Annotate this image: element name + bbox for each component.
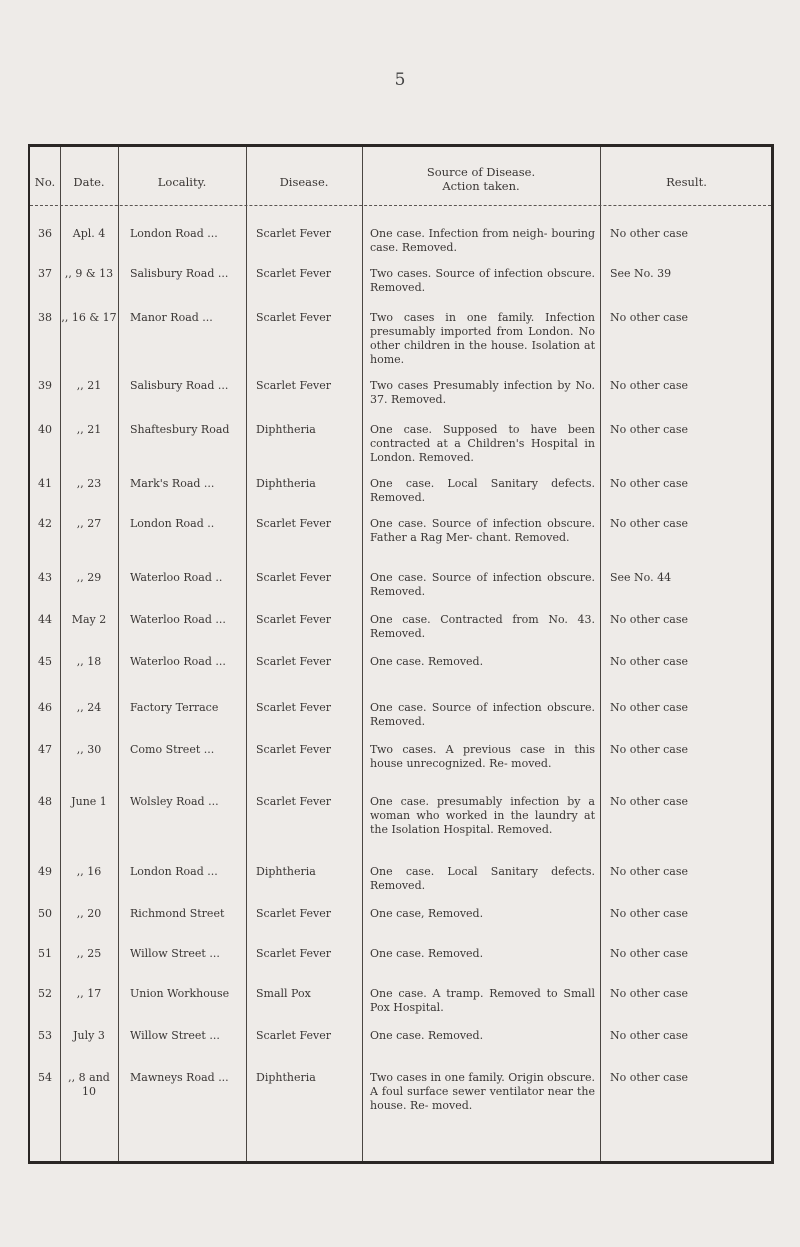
cell-disease: Scarlet Fever <box>256 227 331 240</box>
cell-disease: Scarlet Fever <box>256 1029 331 1042</box>
cell-locality: Como Street ... <box>130 743 215 756</box>
cell-no: 45 <box>38 655 52 668</box>
cell-source: One case. Contracted from No. 43. Removed. <box>370 613 595 640</box>
cell-locality: Mark's Road ... <box>130 477 215 490</box>
cell-no: 36 <box>38 227 52 240</box>
header-locality: Locality. <box>157 175 207 189</box>
cell-locality: London Road .. <box>130 517 215 530</box>
cell-no: 48 <box>38 795 52 808</box>
cell-disease: Scarlet Fever <box>256 795 331 808</box>
cell-locality: Salisbury Road ... <box>130 267 229 280</box>
cell-locality: Union Workhouse <box>130 987 230 1000</box>
cell-date: ,, 23 <box>76 477 102 490</box>
cell-result: See No. 39 <box>610 267 672 280</box>
cell-disease: Scarlet Fever <box>256 379 331 392</box>
cell-date: ,, 30 <box>76 743 102 756</box>
cell-date: ,, 21 <box>76 379 102 392</box>
cell-date: May 2 <box>71 613 107 626</box>
cell-locality: London Road ... <box>130 227 218 240</box>
cell-no: 46 <box>38 701 52 714</box>
header-result: Result. <box>666 175 707 189</box>
cell-disease: Scarlet Fever <box>256 701 331 714</box>
cell-disease: Scarlet Fever <box>256 613 331 626</box>
cell-result: No other case <box>610 517 689 530</box>
cell-result: No other case <box>610 907 689 920</box>
cell-no: 44 <box>38 613 52 626</box>
cell-disease: Diphtheria <box>256 423 316 436</box>
cell-result: No other case <box>610 655 689 668</box>
cell-result: No other case <box>610 227 689 240</box>
cell-source: One case. Removed. <box>370 1029 484 1042</box>
cell-date: ,, 16 & 17 <box>61 311 117 324</box>
header-date: Date. <box>73 175 105 189</box>
cell-source: Two cases in one family. Infection presumably imported from London. No other children in the house. Isolation at home. <box>370 311 595 366</box>
cell-locality: Manor Road ... <box>130 311 213 324</box>
cell-date: ,, 21 <box>76 423 102 436</box>
header-no: No. <box>34 175 56 189</box>
header-source-line2: Action taken. <box>442 179 520 193</box>
cell-locality: Willow Street ... <box>130 947 220 960</box>
header-source <box>362 165 600 193</box>
cell-date: ,, 16 <box>76 865 102 878</box>
cell-disease: Scarlet Fever <box>256 571 331 584</box>
cell-disease: Scarlet Fever <box>256 907 331 920</box>
cell-result: No other case <box>610 947 689 960</box>
page-number: 5 <box>394 70 406 90</box>
cell-no: 42 <box>38 517 52 530</box>
cell-result: No other case <box>610 987 689 1000</box>
cell-source: One case. presumably infection by a woman who worked in the laundry at the Isolation Hospital. Removed. <box>370 795 595 836</box>
cell-no: 41 <box>38 477 52 490</box>
cell-date: ,, 27 <box>76 517 102 530</box>
cell-no: 39 <box>38 379 52 392</box>
cell-date: Apl. 4 <box>72 227 106 240</box>
cell-source: One case. Removed. <box>370 655 484 668</box>
cell-disease: Scarlet Fever <box>256 655 331 668</box>
cell-result: No other case <box>610 311 689 324</box>
column-rule <box>600 147 601 1161</box>
cell-no: 54 <box>38 1071 52 1084</box>
cell-source: One case. Source of infection obscure. Father a Rag Mer- chant. Removed. <box>370 517 595 544</box>
cell-locality: Salisbury Road ... <box>130 379 229 392</box>
cell-no: 38 <box>38 311 52 324</box>
cell-disease: Small Pox <box>256 987 311 1000</box>
cell-source: One case. Local Sanitary defects. Removed. <box>370 865 595 892</box>
cell-result: No other case <box>610 477 689 490</box>
cell-source: One case. Source of infection obscure. Removed. <box>370 571 595 598</box>
header-rule <box>30 205 771 206</box>
cell-no: 47 <box>38 743 52 756</box>
cell-no: 43 <box>38 571 52 584</box>
cell-no: 52 <box>38 987 52 1000</box>
cell-result: See No. 44 <box>610 571 672 584</box>
cell-no: 49 <box>38 865 52 878</box>
cell-locality: Shaftesbury Road <box>130 423 230 436</box>
cell-locality: Factory Terrace <box>130 701 219 714</box>
cell-result: No other case <box>610 865 689 878</box>
cell-locality: Waterloo Road ... <box>130 613 226 626</box>
cell-date: ,, 25 <box>76 947 102 960</box>
column-rule <box>246 147 247 1161</box>
cell-date: ,, 9 & 13 <box>64 267 114 280</box>
cell-source: Two cases. Source of infection obscure. Removed. <box>370 267 595 294</box>
cell-result: No other case <box>610 423 689 436</box>
cell-source: One case. Supposed to have been contracted at a Children's Hospital in London. Removed. <box>370 423 595 464</box>
column-rule <box>362 147 363 1161</box>
header-source-line1: Source of Disease. <box>426 165 536 179</box>
cell-date: ,, 17 <box>76 987 102 1000</box>
cell-locality: Willow Street ... <box>130 1029 220 1042</box>
cell-result: No other case <box>610 379 689 392</box>
cell-result: No other case <box>610 1029 689 1042</box>
cell-no: 51 <box>38 947 52 960</box>
cell-date: ,, 29 <box>76 571 102 584</box>
cell-result: No other case <box>610 743 689 756</box>
cell-disease: Diphtheria <box>256 1071 316 1084</box>
cell-disease: Scarlet Fever <box>256 743 331 756</box>
disease-table <box>28 144 774 1164</box>
cell-no: 37 <box>38 267 52 280</box>
cell-disease: Scarlet Fever <box>256 947 331 960</box>
cell-date: ,, 20 <box>76 907 102 920</box>
cell-no: 40 <box>38 423 52 436</box>
cell-result: No other case <box>610 613 689 626</box>
cell-disease: Diphtheria <box>256 865 316 878</box>
cell-source: One case. Infection from neigh- bouring case. Removed. <box>370 227 595 254</box>
cell-result: No other case <box>610 701 689 714</box>
cell-locality: London Road ... <box>130 865 218 878</box>
cell-no: 53 <box>38 1029 52 1042</box>
cell-locality: Waterloo Road .. <box>130 571 223 584</box>
cell-source: Two cases. A previous case in this house unrecognized. Re- moved. <box>370 743 595 770</box>
cell-no: 50 <box>38 907 52 920</box>
cell-date: ,, 8 and 10 <box>68 1071 110 1098</box>
cell-disease: Scarlet Fever <box>256 517 331 530</box>
cell-disease: Scarlet Fever <box>256 311 331 324</box>
column-rule <box>118 147 119 1161</box>
cell-locality: Mawneys Road ... <box>130 1071 229 1084</box>
cell-date: July 3 <box>73 1029 105 1042</box>
cell-result: No other case <box>610 1071 689 1084</box>
cell-locality: Wolsley Road ... <box>130 795 219 808</box>
cell-locality: Richmond Street <box>130 907 225 920</box>
cell-source: One case. A tramp. Removed to Small Pox Hospital. <box>370 987 595 1014</box>
cell-source: One case. Removed. <box>370 947 484 960</box>
cell-date: ,, 18 <box>76 655 102 668</box>
cell-locality: Waterloo Road ... <box>130 655 226 668</box>
cell-source: Two cases in one family. Origin obscure. A foul surface sewer ventilator near the house. Re- moved. <box>370 1071 595 1112</box>
header-disease: Disease. <box>279 175 329 189</box>
cell-result: No other case <box>610 795 689 808</box>
cell-disease: Diphtheria <box>256 477 316 490</box>
cell-source: One case, Removed. <box>370 907 484 920</box>
cell-source: Two cases Presumably infection by No. 37. Removed. <box>370 379 595 406</box>
cell-disease: Scarlet Fever <box>256 267 331 280</box>
cell-source: One case. Source of infection obscure. Removed. <box>370 701 595 728</box>
column-rule <box>60 147 61 1161</box>
cell-date: ,, 24 <box>76 701 102 714</box>
cell-source: One case. Local Sanitary defects. Removed. <box>370 477 595 504</box>
cell-date: June 1 <box>71 795 107 808</box>
